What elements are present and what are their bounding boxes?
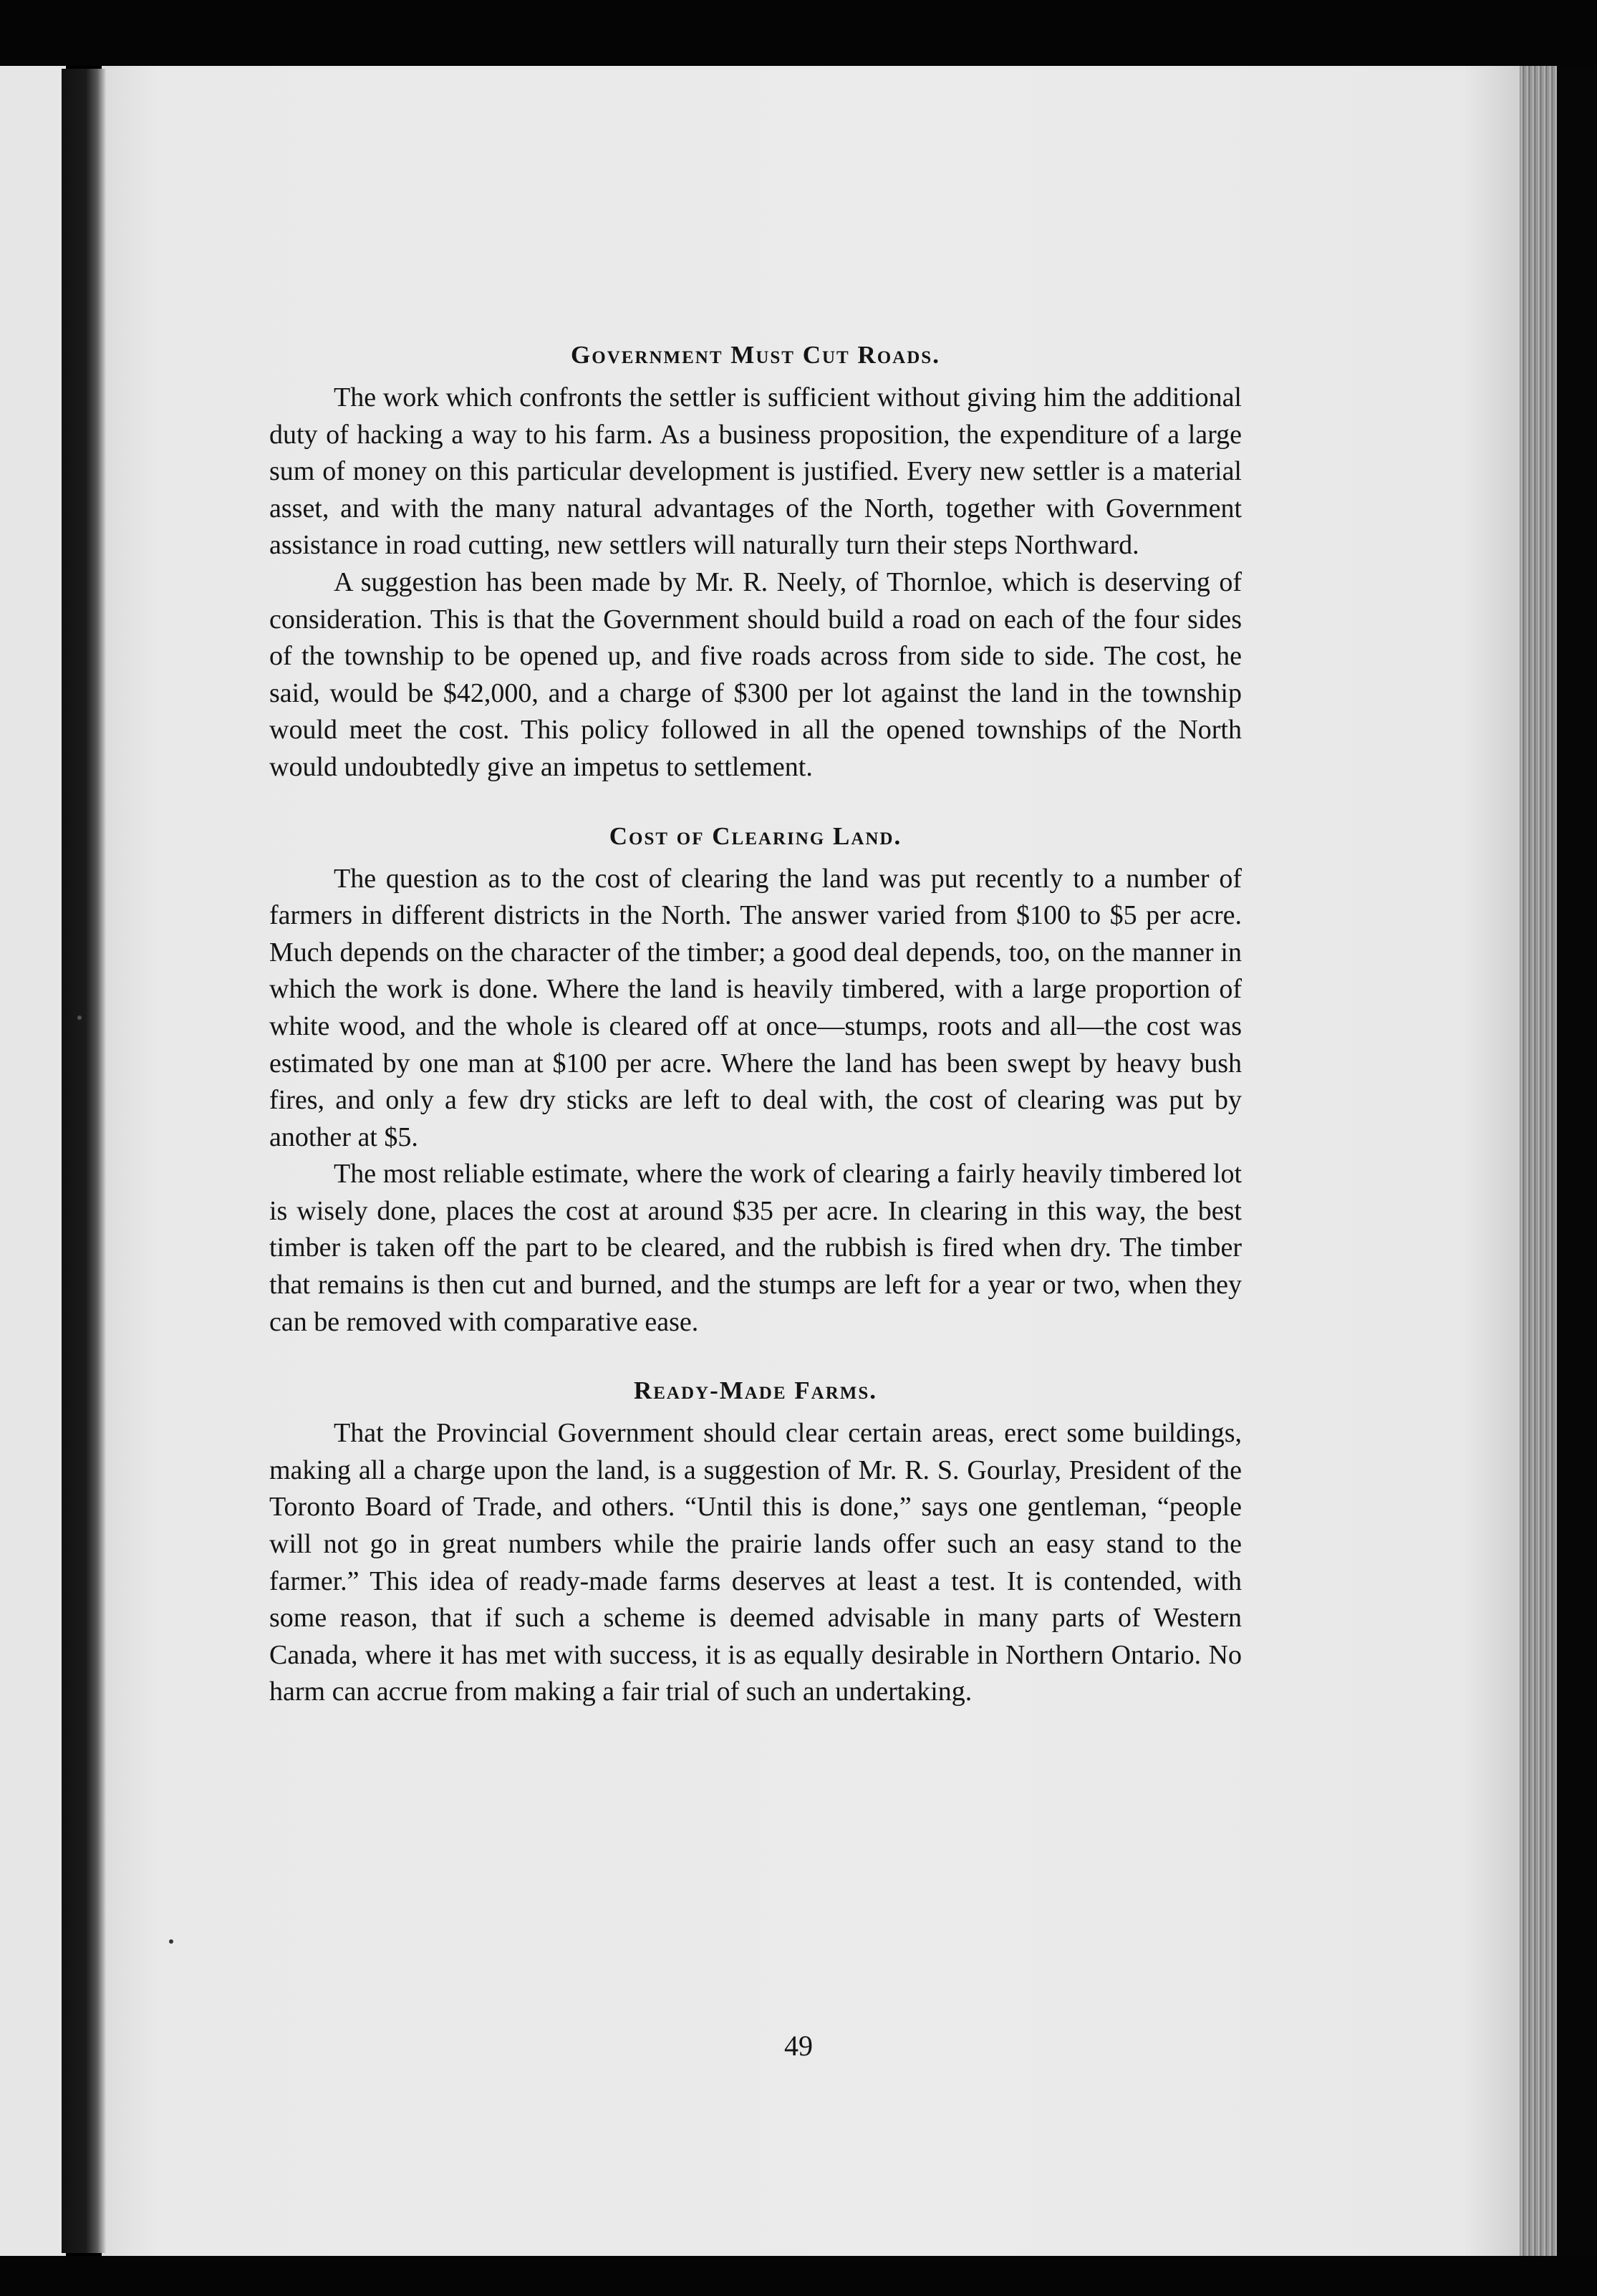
- section-heading-clearing: Cost of Clearing Land.: [609, 821, 902, 850]
- paragraph: A suggestion has been made by Mr. R. Neely, of Thornloe, which is deserving of consideration. This is that the Government should build a road on each of the four sides of the township to be opened up, and five roads across from side to side. The cost, he said, would be $42,000, and a charge of $300 per lot against the land in the township would meet the cost. This policy followed in all the opened townships of the North would undoubtedly give an impetus to settlement.: [269, 566, 1242, 782]
- paragraph: The most reliable estimate, where the work of clearing a fairly heavily timbered lot is wisely done, places the cost at around $35 per acre. In clearing in this way, the best timber is taken off the part to be cleared, and the rubbish is fired when dry. The timber that remains is then cut and burned, and the stumps are left for a year or two, when they can be removed with comparative ease.: [269, 1159, 1242, 1337]
- binding-shadow: [62, 69, 106, 2253]
- scan-border-bottom: [0, 2256, 1597, 2296]
- scan-border-right: [1557, 66, 1597, 2256]
- previous-page-edge: [0, 66, 66, 2256]
- page-edges: [1520, 66, 1557, 2256]
- section-heading-roads: Government Must Cut Roads.: [571, 341, 940, 369]
- page-number: 49: [784, 2030, 813, 2062]
- dust-speck: [77, 1016, 82, 1020]
- paragraph: The question as to the cost of clearing the land was put recently to a number of farmers in different districts in the North. The answer varied from $100 to $5 per acre. Much depends on the character of the timber; a good deal depends, too, on the manner in which the work is done. Where the land is heavily timbered, with a large proportion of white wood, and the whole is cleared off at once—stumps, roots and all—the cost was estimated by one man at $100 per acre. Where the land has been swept by heavy bush fires, and only a few dry sticks are left to deal with, the cost of clearing was put by another at $5.: [269, 863, 1242, 1152]
- dust-speck: [169, 1939, 173, 1944]
- scan-border-top: [0, 0, 1597, 66]
- paragraph: That the Provincial Government should clear certain areas, erect some buildings, making all a charge upon the land, is a suggestion of Mr. R. S. Gourlay, President of the Toronto Board of Trade, and others. “Until this is done,” says one gentleman, “people will not go in great numbers while the prairie lands offer such an easy stand to the farmer.” This idea of ready-made farms deserves at least a test. It is contended, with some reason, that if such a scheme is deemed advisable in many parts of Western Canada, where it has met with success, it is as equally desirable in Northern Ontario. No harm can accrue from making a fair trial of such an undertaking.: [269, 1418, 1242, 1707]
- article-body: [269, 337, 1242, 1711]
- section-heading-farms: Ready-Made Farms.: [633, 1376, 878, 1405]
- paragraph: The work which confronts the settler is sufficient without giving him the additional duty of hacking a way to his farm. As a business proposition, the expenditure of a large sum of money on this particular development is justified. Every new settler is a material asset, and with the many natural advantages of the North, together with Government assistance in road cutting, new settlers will naturally turn their steps Northward.: [269, 382, 1242, 561]
